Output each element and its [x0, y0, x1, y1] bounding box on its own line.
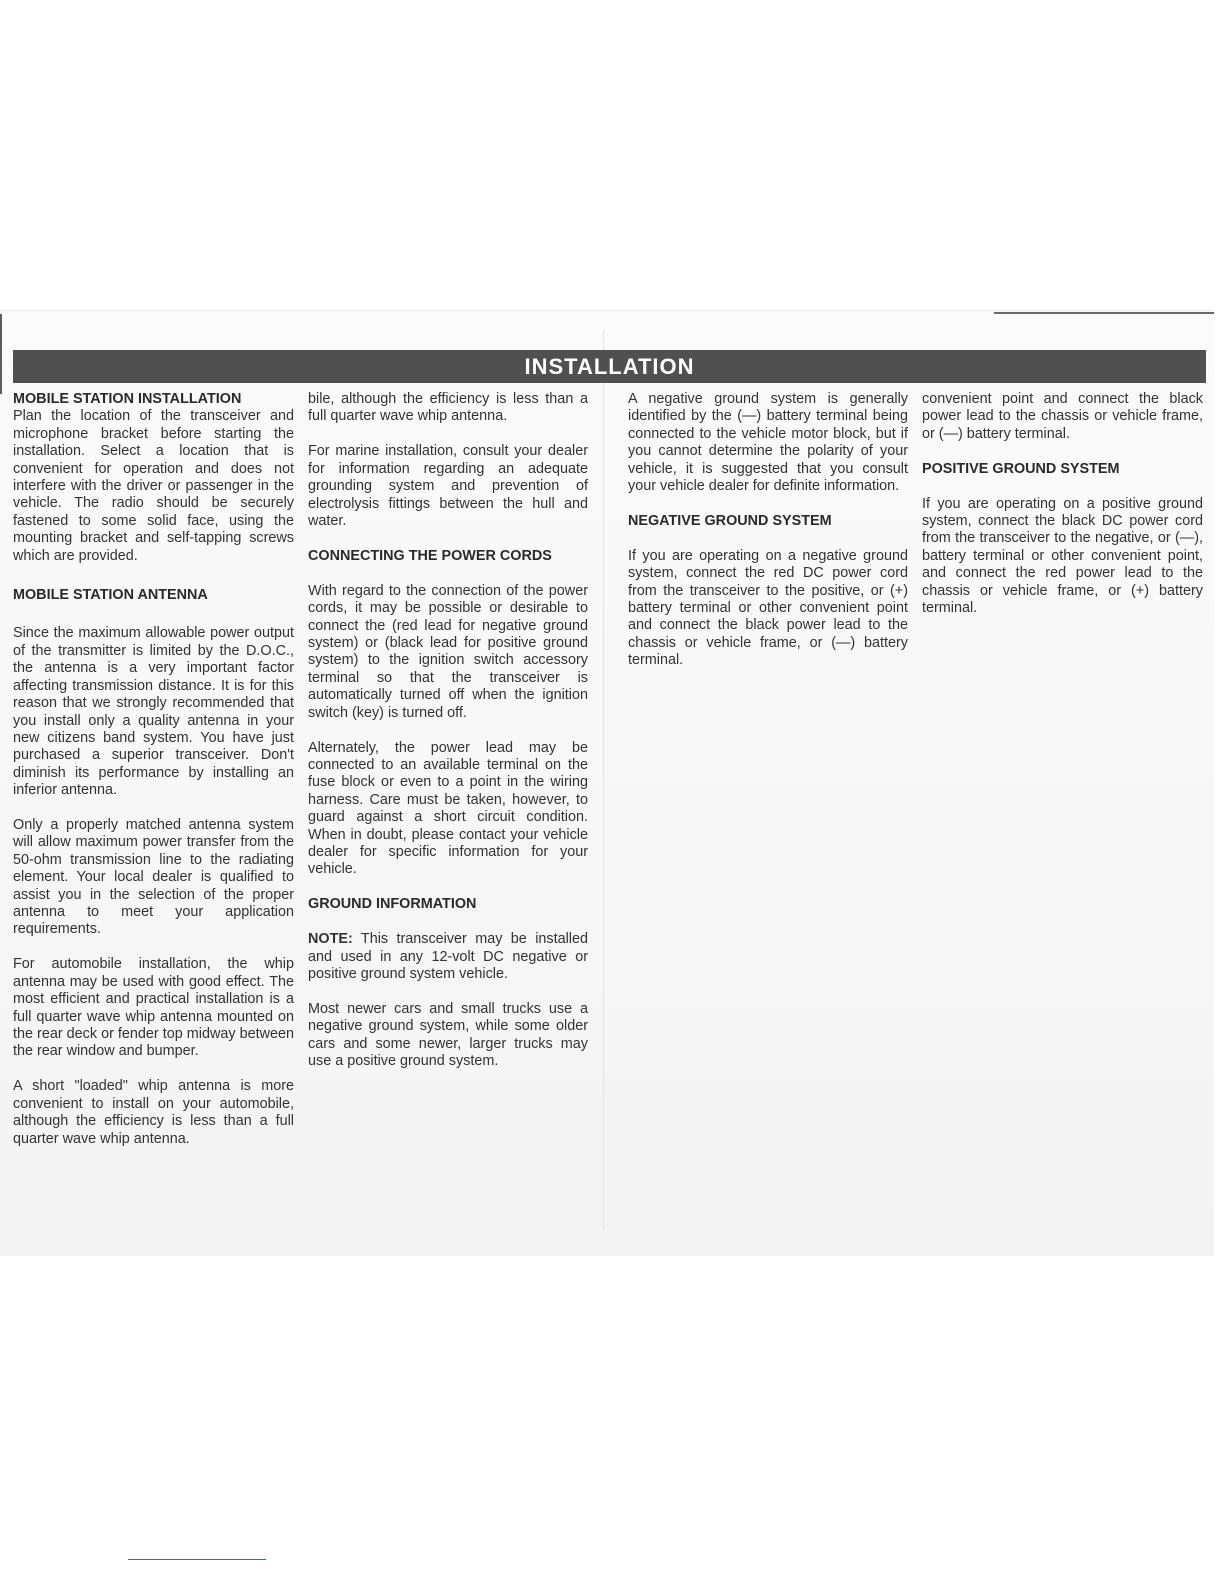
sheet-top-right-edge [994, 312, 1214, 314]
center-fold-line [603, 330, 604, 1230]
heading-mobile-station-antenna: MOBILE STATION ANTENNA [13, 586, 208, 603]
heading-ground-information: GROUND INFORMATION [308, 896, 477, 913]
paragraph-negative-ground-continued: convenient point and connect the black power lead to the chassis or vehicle frame, or (—) battery terminal. [922, 391, 1203, 442]
paragraph-ground-note [308, 931, 588, 983]
column-1 [13, 391, 294, 1147]
heading-connecting-power-cords: CONNECTING THE POWER CORDS [308, 547, 552, 564]
paragraph-ground-1: Most newer cars and small trucks use a negative ground system, while some older cars and some newer, larger trucks may use a positive ground system. [308, 1000, 588, 1070]
paragraph-positive-ground: If you are operating on a positive ground system, connect the black DC power cord from the transceiver to the negative, or (—), battery terminal or other convenient point, and connect the red power lead to the chassis or vehicle frame, or (+) battery terminal. [922, 495, 1203, 617]
paragraph-antenna-1: Since the maximum allowable power output of the transmitter is limited by the D.O.C., the antenna is a very important factor affecting transmission distance. It is for this reason that we strongly recommended that you install only a quality antenna in your new citizens band system. You have just purchased a superior transceiver. Don't diminish its performance by installing an inferior antenna. [13, 625, 294, 799]
paragraph-antenna-4: A short "loaded" whip antenna is more convenient to install on your automobile, although the efficiency is less than a full quarter wave whip antenna. [13, 1078, 294, 1147]
note-label: NOTE: [308, 931, 353, 948]
column-3 [628, 391, 908, 669]
paragraph-antenna-4-continued: bile, although the efficiency is less than a full quarter wave whip antenna. [308, 391, 588, 425]
heading-negative-ground-system: NEGATIVE GROUND SYSTEM [628, 512, 832, 529]
link-underline [128, 1559, 266, 1560]
heading-positive-ground-system: POSITIVE GROUND SYSTEM [922, 460, 1120, 477]
paragraph-negative-ground: If you are operating on a negative ground system, connect the red DC power cord from the transceiver to the positive, or (+) battery terminal or other convenient point and connect the black power lead to the chassis or vehicle frame, or (—) battery terminal. [628, 547, 908, 669]
section-banner [13, 350, 1206, 383]
heading-mobile-station-installation: MOBILE STATION INSTALLATION [13, 391, 242, 407]
column-4 [922, 391, 1203, 617]
banner-title: INSTALLATION [524, 353, 695, 379]
sheet-left-edge [0, 314, 2, 394]
paragraph-power-cords-1: With regard to the connection of the power cords, it may be possible or desirable to connect the (red lead for negative ground system) or (black lead for positive ground system) to the ignition switch accessory terminal so that the transceiver is automatically turned off when the ignition switch (key) is turned off. [308, 582, 588, 721]
paragraph-power-cords-2: Alternately, the power lead may be connected to an available terminal on the fuse block or even to a point in the wiring harness. Care must be taken, however, to guard against a short circuit condition. When in doubt, please contact your vehicle dealer for specific information for your vehicle. [308, 739, 588, 878]
note-text: This transceiver may be installed and used in any 12-volt DC negative or positive ground system vehicle. [308, 931, 588, 982]
paragraph-ground-2: A negative ground system is generally identified by the (—) battery terminal being connected to the vehicle motor block, but if you cannot determine the polarity of your vehicle, it is suggested that you consult your vehicle dealer for definite information. [628, 391, 908, 495]
column-2 [308, 391, 588, 1071]
paragraph-antenna-3: For automobile installation, the whip antenna may be used with good effect. The most efficient and practical installation is a full quarter wave whip antenna mounted on the rear deck or fender top midway between the rear window and bumper. [13, 956, 294, 1060]
paragraph-antenna-2: Only a properly matched antenna system will allow maximum power transfer from the 50-ohm transmission line to the radiating element. Your local dealer is qualified to assist you in the selection of the proper antenna to meet your application requirements. [13, 817, 294, 938]
paragraph-mobile-installation: Plan the location of the transceiver and microphone bracket before starting the installation. Select a location that is convenient for operation and does not interfere with the driver or passenger in the vehicle. The radio should be securely fastened to some solid face, using the mounting bracket and self-tapping screws which are provided. [13, 408, 294, 564]
paragraph-marine-installation: For marine installation, consult your dealer for information regarding an adequate grounding system and prevention of electrolysis fittings between the hull and water. [308, 443, 588, 529]
